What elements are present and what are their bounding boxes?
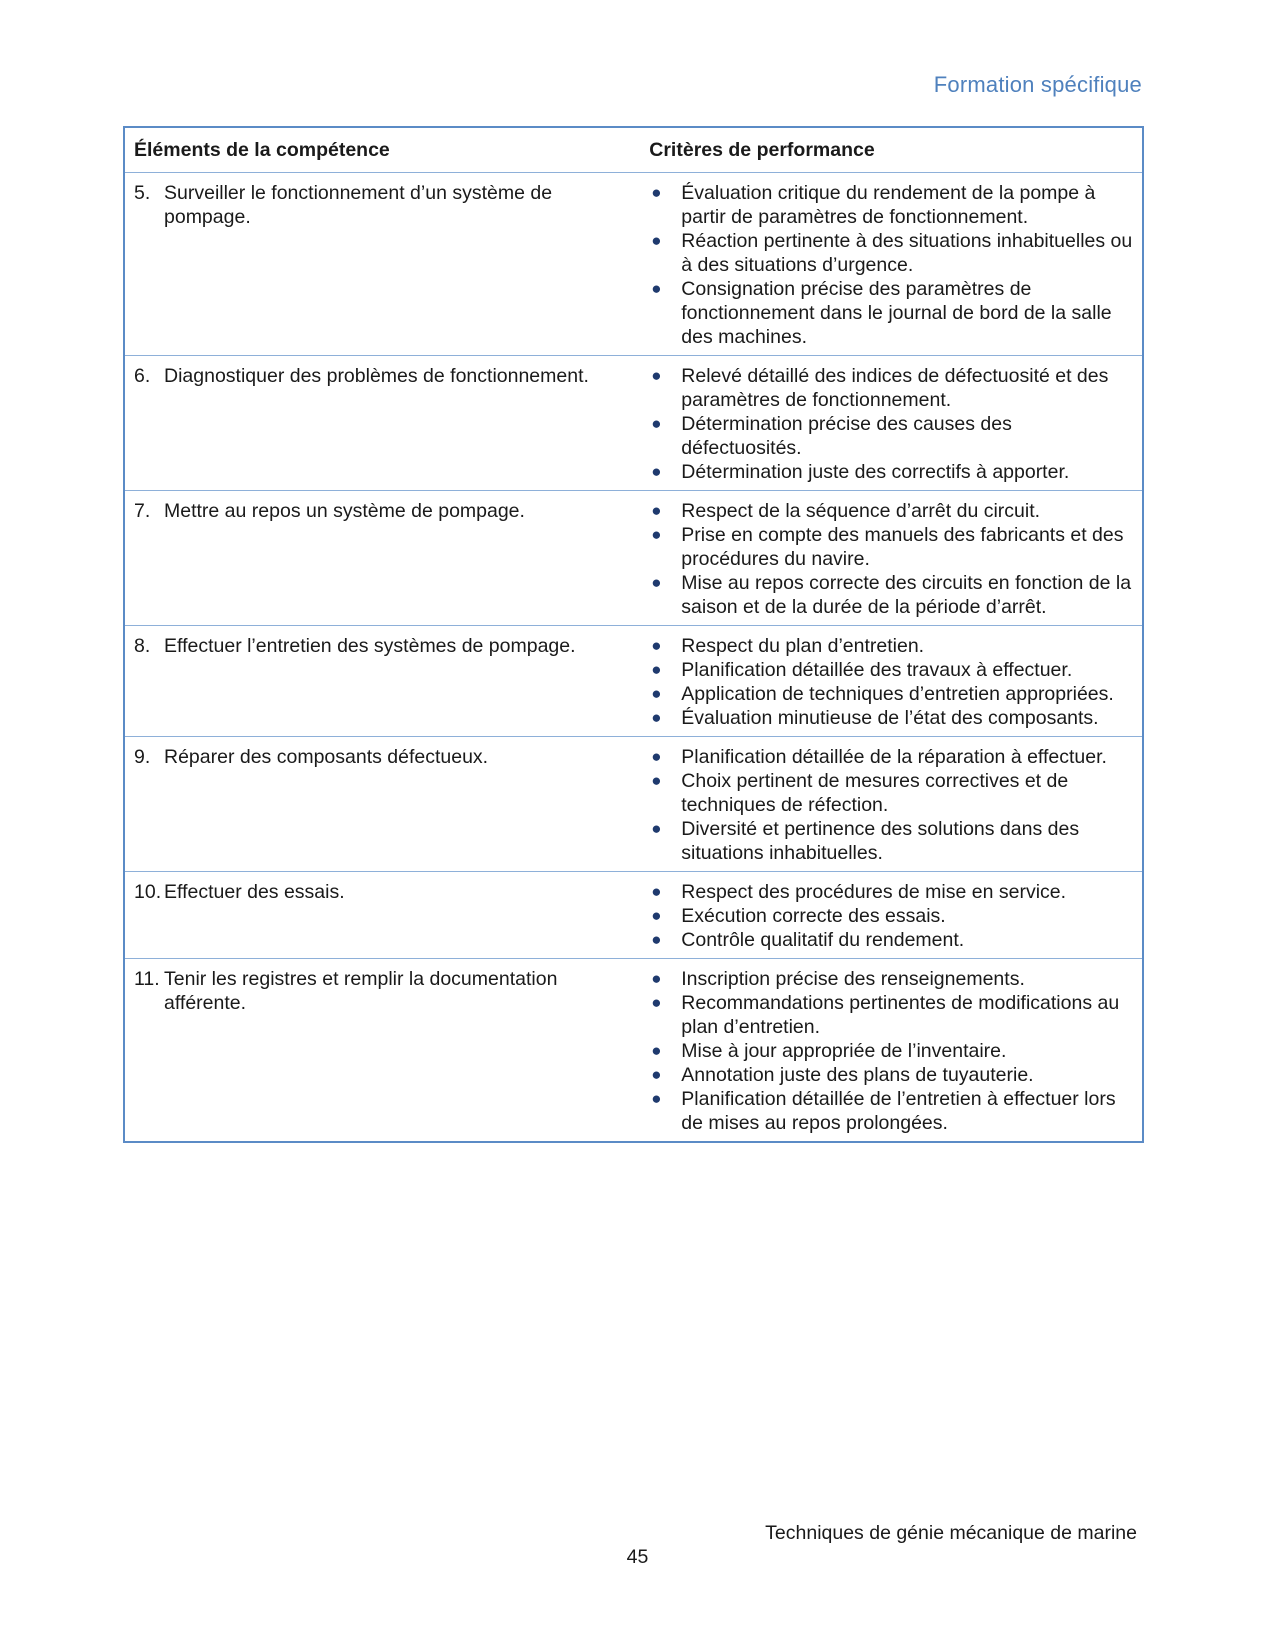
column-header-criteria: Critères de performance: [640, 127, 1143, 173]
criteria-text: Choix pertinent de mesures correctives et de techniques de réfection.: [681, 770, 1069, 816]
criteria-text: Mise à jour appropriée de l’inventaire.: [681, 1040, 1007, 1062]
criteria-text: Recommandations pertinentes de modifications au plan d’entretien.: [681, 992, 1120, 1038]
element-cell: [124, 872, 640, 959]
bullet-dot-icon: ●: [651, 969, 662, 988]
criteria-list: [649, 364, 1134, 484]
element-number: 5.: [134, 182, 151, 204]
element-text: Réparer des composants défectueux.: [164, 746, 489, 768]
element-number: 10.: [134, 881, 162, 903]
element-cell: [124, 626, 640, 737]
bullet-dot-icon: ●: [651, 462, 662, 481]
bullet-dot-icon: ●: [651, 1041, 662, 1060]
criteria-item: [649, 523, 1134, 571]
table-row: [124, 173, 1143, 356]
criteria-text: Mise au repos correcte des circuits en fonction de la saison et de la durée de la période d’arrêt.: [681, 572, 1132, 618]
element-number: 6.: [134, 365, 151, 387]
bullet-dot-icon: ●: [651, 414, 662, 433]
criteria-cell: [640, 959, 1143, 1143]
criteria-text: Planification détaillée de la réparation à effectuer.: [681, 746, 1107, 768]
criteria-text: Inscription précise des renseignements.: [681, 968, 1025, 990]
criteria-list: [649, 181, 1134, 349]
bullet-dot-icon: ●: [651, 231, 662, 250]
element-item: [134, 364, 632, 388]
table-row: [124, 872, 1143, 959]
criteria-text: Réaction pertinente à des situations inhabituelles ou à des situations d’urgence.: [681, 230, 1133, 276]
criteria-item: [649, 706, 1134, 730]
table-row: [124, 737, 1143, 872]
element-text: Effectuer l’entretien des systèmes de pompage.: [164, 635, 576, 657]
element-item: [134, 880, 632, 904]
criteria-text: Contrôle qualitatif du rendement.: [681, 929, 965, 951]
criteria-cell: [640, 872, 1143, 959]
criteria-text: Annotation juste des plans de tuyauterie.: [681, 1064, 1034, 1086]
criteria-list: [649, 499, 1134, 619]
criteria-text: Diversité et pertinence des solutions dans des situations inhabituelles.: [681, 818, 1080, 864]
bullet-dot-icon: ●: [651, 993, 662, 1012]
criteria-item: [649, 571, 1134, 619]
criteria-cell: [640, 491, 1143, 626]
criteria-item: [649, 967, 1134, 991]
criteria-item: [649, 499, 1134, 523]
criteria-item: [649, 880, 1134, 904]
element-cell: [124, 173, 640, 356]
bullet-dot-icon: ●: [651, 525, 662, 544]
competence-table: [123, 126, 1144, 1143]
element-cell: [124, 959, 640, 1143]
criteria-item: [649, 181, 1134, 229]
criteria-item: [649, 817, 1134, 865]
criteria-list: [649, 634, 1134, 730]
criteria-item: [649, 658, 1134, 682]
criteria-list: [649, 880, 1134, 952]
bullet-dot-icon: ●: [651, 636, 662, 655]
criteria-text: Détermination juste des correctifs à apporter.: [681, 461, 1070, 483]
element-text: Surveiller le fonctionnement d’un système de pompage.: [164, 182, 553, 228]
criteria-text: Détermination précise des causes des défectuosités.: [681, 413, 1012, 459]
bullet-dot-icon: ●: [651, 930, 662, 949]
criteria-cell: [640, 626, 1143, 737]
criteria-text: Respect de la séquence d’arrêt du circuit.: [681, 500, 1041, 522]
criteria-item: [649, 745, 1134, 769]
table-row: [124, 626, 1143, 737]
criteria-item: [649, 904, 1134, 928]
criteria-text: Exécution correcte des essais.: [681, 905, 946, 927]
bullet-dot-icon: ●: [651, 1065, 662, 1084]
criteria-text: Prise en compte des manuels des fabricants et des procédures du navire.: [681, 524, 1124, 570]
criteria-item: [649, 364, 1134, 412]
element-number: 7.: [134, 500, 151, 522]
criteria-item: [649, 991, 1134, 1039]
criteria-list: [649, 745, 1134, 865]
criteria-item: [649, 634, 1134, 658]
element-number: 11.: [134, 968, 160, 990]
bullet-dot-icon: ●: [651, 501, 662, 520]
criteria-item: [649, 682, 1134, 706]
element-item: [134, 967, 632, 1015]
bullet-dot-icon: ●: [651, 906, 662, 925]
table-header-row: [124, 127, 1143, 173]
bullet-dot-icon: ●: [651, 771, 662, 790]
criteria-item: [649, 1039, 1134, 1063]
bullet-dot-icon: ●: [651, 573, 662, 592]
element-cell: [124, 491, 640, 626]
element-text: Mettre au repos un système de pompage.: [164, 500, 525, 522]
element-cell: [124, 737, 640, 872]
criteria-text: Respect du plan d’entretien.: [681, 635, 925, 657]
criteria-text: Évaluation critique du rendement de la pompe à partir de paramètres de fonctionnement.: [681, 182, 1096, 228]
bullet-dot-icon: ●: [651, 819, 662, 838]
criteria-item: [649, 1063, 1134, 1087]
criteria-item: [649, 229, 1134, 277]
criteria-item: [649, 928, 1134, 952]
criteria-text: Consignation précise des paramètres de fonctionnement dans le journal de bord de la salle des machines.: [681, 278, 1112, 348]
column-header-elements: Éléments de la compétence: [124, 127, 640, 173]
bullet-dot-icon: ●: [651, 660, 662, 679]
criteria-item: [649, 277, 1134, 349]
criteria-text: Planification détaillée des travaux à effectuer.: [681, 659, 1073, 681]
element-item: [134, 745, 632, 769]
criteria-cell: [640, 356, 1143, 491]
element-number: 9.: [134, 746, 151, 768]
running-header-title: Formation spécifique: [933, 72, 1142, 97]
criteria-item: [649, 460, 1134, 484]
table-row: [124, 491, 1143, 626]
bullet-dot-icon: ●: [651, 1089, 662, 1108]
page-number: 45: [626, 1546, 649, 1568]
footer-program-title: Techniques de génie mécanique de marine: [765, 1522, 1137, 1544]
element-cell: [124, 356, 640, 491]
criteria-text: Planification détaillée de l’entretien à effectuer lors de mises au repos prolongées.: [681, 1088, 1116, 1134]
criteria-cell: [640, 173, 1143, 356]
element-text: Tenir les registres et remplir la documentation afférente.: [164, 968, 558, 1014]
bullet-dot-icon: ●: [651, 882, 662, 901]
criteria-list: [649, 967, 1134, 1135]
criteria-item: [649, 412, 1134, 460]
criteria-text: Respect des procédures de mise en service.: [681, 881, 1067, 903]
table-body: [124, 173, 1143, 1143]
criteria-text: Relevé détaillé des indices de défectuosité et des paramètres de fonctionnement.: [681, 365, 1109, 411]
bullet-dot-icon: ●: [651, 279, 662, 298]
element-text: Diagnostiquer des problèmes de fonctionnement.: [164, 365, 589, 387]
element-item: [134, 634, 632, 658]
criteria-cell: [640, 737, 1143, 872]
table-row: [124, 959, 1143, 1143]
bullet-dot-icon: ●: [651, 183, 662, 202]
criteria-item: [649, 769, 1134, 817]
criteria-item: [649, 1087, 1134, 1135]
table-row: [124, 356, 1143, 491]
element-number: 8.: [134, 635, 151, 657]
criteria-text: Évaluation minutieuse de l’état des composants.: [681, 707, 1099, 729]
element-item: [134, 181, 632, 229]
element-text: Effectuer des essais.: [164, 881, 345, 903]
criteria-text: Application de techniques d’entretien appropriées.: [681, 683, 1114, 705]
bullet-dot-icon: ●: [651, 366, 662, 385]
bullet-dot-icon: ●: [651, 684, 662, 703]
bullet-dot-icon: ●: [651, 747, 662, 766]
bullet-dot-icon: ●: [651, 708, 662, 727]
element-item: [134, 499, 632, 523]
